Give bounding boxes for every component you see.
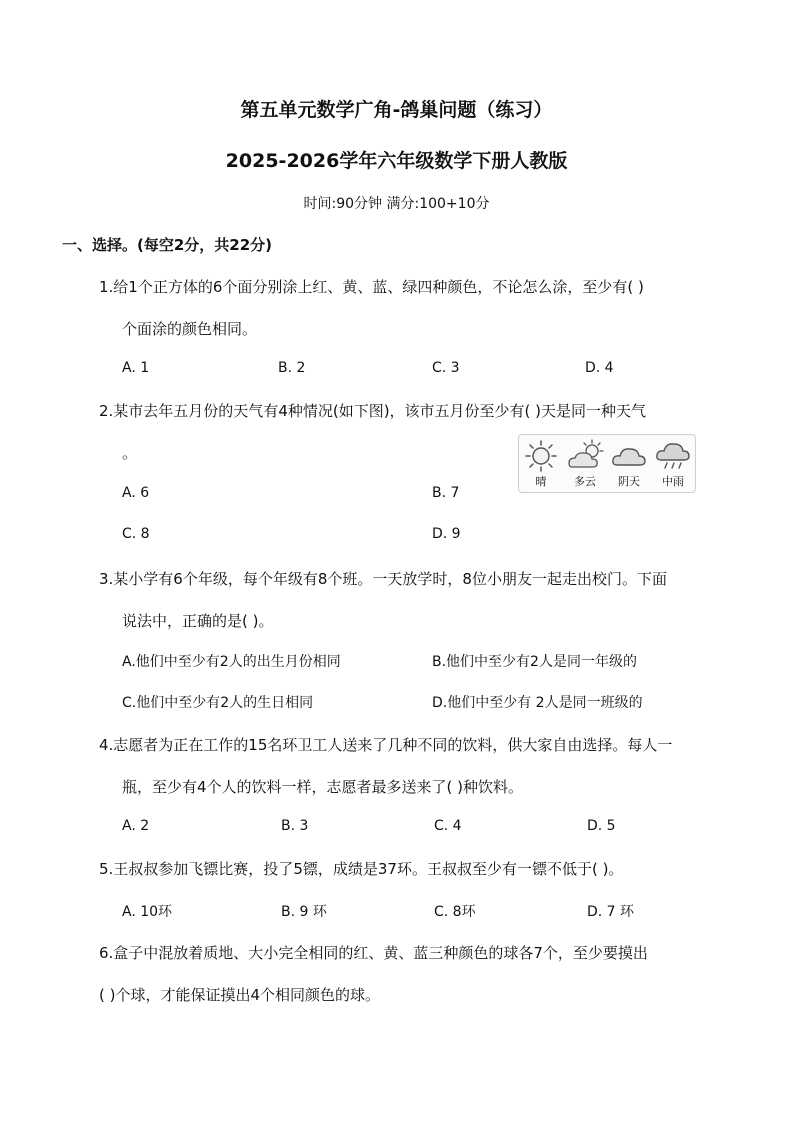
question-5-line-1: 5.王叔叔参加飞镖比赛，投了5镖，成绩是37环。王叔叔至少有一镖不低于( )。 [99,860,624,878]
weather-item-partly-cloudy [563,437,607,489]
question-2-option-d: D. 9 [432,526,461,542]
question-4-option-a: A. 2 [122,818,150,834]
page-subtitle: 2025-2026学年六年级数学下册人教版 [225,150,568,172]
weather-item-overcast [607,437,651,489]
question-2-line-1: 2.某市去年五月份的天气有4种情况(如下图)，该市五月份至少有( )天是同一种天气 [99,402,647,420]
question-1-line-2: 个面涂的颜色相同。 [122,320,258,338]
question-2-option-a: A. 6 [122,485,150,501]
question-3-line-1: 3.某小学有6个年级，每个年级有8个班。一天放学时，8位小朋友一起走出校门。下面 [99,570,667,588]
question-1-option-b: B. 2 [278,360,306,376]
question-3-option-d: D.他们中至少有 2人是同一班级的 [432,695,643,711]
question-5-option-a: A. 10环 [122,904,173,920]
question-2-option-b: B. 7 [432,485,460,501]
page-title: 第五单元数学广角-鸽巢问题（练习） [240,99,553,121]
question-1-option-c: C. 3 [432,360,460,376]
time-info: 时间:90分钟 满分:100+10分 [303,196,490,212]
question-1-option-a: A. 1 [122,360,150,376]
question-4-line-2: 瓶，至少有4个人的饮料一样，志愿者最多送来了( )种饮料。 [122,778,524,796]
question-5-option-d: D. 7 环 [587,904,635,920]
rain-cloud-icon [655,439,691,473]
question-4-line-1: 4.志愿者为正在工作的15名环卫工人送来了几种不同的饮料，供大家自由选择。每人一 [99,736,673,754]
sun-icon [523,439,559,473]
question-4-option-c: C. 4 [434,818,462,834]
question-3-line-2: 说法中，正确的是( )。 [122,612,274,630]
question-4-option-d: D. 5 [587,818,616,834]
question-4-option-b: B. 3 [281,818,309,834]
partly-cloudy-icon [567,439,605,473]
question-3-option-b: B.他们中至少有2人是同一年级的 [432,654,637,670]
weather-label-partly-cloudy: 多云 [574,475,596,488]
question-3-option-a: A.他们中至少有2人的出生月份相同 [122,654,341,670]
question-1-option-d: D. 4 [585,360,614,376]
question-3-option-c: C.他们中至少有2人的生日相同 [122,695,314,711]
weather-item-rain [651,437,695,489]
weather-label-rain: 中雨 [662,475,684,488]
weather-item-sunny [519,437,563,489]
weather-label-sunny: 晴 [535,475,547,488]
question-5-option-c: C. 8环 [434,904,476,920]
question-6-line-2: ( )个球，才能保证摸出4个相同颜色的球。 [99,986,381,1004]
question-5-option-b: B. 9 环 [281,904,327,920]
question-2-line-2: 。 [122,444,138,462]
question-6-line-1: 6.盒子中混放着质地、大小完全相同的红、黄、蓝三种颜色的球各7个，至少要摸出 [99,944,648,962]
weather-figure [518,434,696,493]
weather-label-overcast: 阴天 [618,475,640,488]
section-heading: 一、选择。(每空2分，共22分) [62,236,273,254]
cloud-icon [611,439,647,473]
question-2-option-c: C. 8 [122,526,150,542]
question-1-line-1: 1.给1个正方体的6个面分别涂上红、黄、蓝、绿四种颜色，不论怎么涂，至少有( ) [99,278,644,296]
